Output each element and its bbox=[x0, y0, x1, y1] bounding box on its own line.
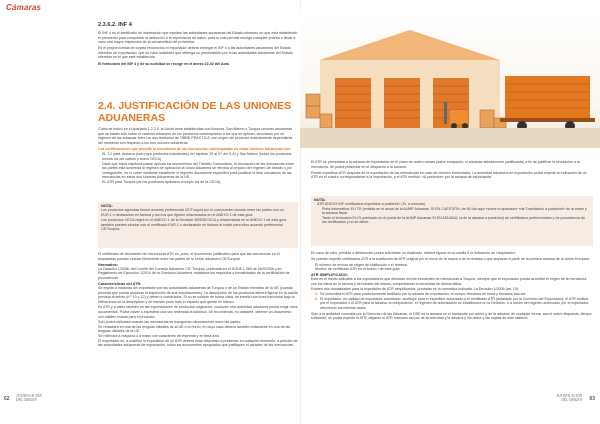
inf4-paragraph: El INF 4 es el certificado de información que expiden las autoridades aduaneras del Estado miembro en que está establecido el proveedor para comprobar la atribución a la exportación de datos, para lo cual permite escrigir cualquier prueba o llevar a cabo una mayor inspección de la verosimilitud del proveedor. bbox=[98, 31, 298, 45]
page-number-right: 63 bbox=[589, 396, 595, 402]
camaras-logo: Cámaras bbox=[6, 3, 42, 12]
atr-right-top-block bbox=[311, 160, 593, 180]
note-right-bullet: Tanto el formulario EU R publicado en el portal de la AUMP Aduanas SI EN ADUANA, la de la aduana a posteriori) de certificados preferenciales y de procedencia de los certificados y no se deber. bbox=[322, 215, 586, 225]
atr-paragraph: El exportador es, a solicitud la expedición de un ATR deberá estar dispuesto a presentar en cualquier momento, a petición de las autoridades aduaneras de exportación, todos los documentos apropiados que justifiquen el carácter de las mercancías. bbox=[98, 338, 298, 348]
normativa-text: La Decisión 1/2006, del Comité del Consejo Aduanero CE/ Turquía, publicada en el DOUE L 265 de 26/9/2006 y en Reglamento de Ejecución 1/2014 de la Comisión Aduanera, establece los requisitos y formalidades de la certificación de procedencia. bbox=[98, 266, 290, 280]
atr-left-block bbox=[98, 252, 298, 348]
uniones-bullet: Dado que estos capítulos pasan aplican los documentos del Tránsito Comunitario, la circulación de las mercancías entre las partes está sometida al régimen de aplicación la Unión Aduanera se efectúa al amparo del régimen de tránsito y por consiguiente, no lo cubre mediante establecer el régimen documento específico para justificar la libre circulación de las mercancías en estos dos Uniones Aduaneras de la UE. bbox=[102, 161, 294, 180]
uniones-intro: Como se indicó en el apartado 1.2.2.2, la Unión tiene establecidas con Andorra, San Marino y Turquía uniones aduaneras que se basan sólo sobre el carácter aduanero de los productos contemplados a los que se aplican, circulando por un régimen de las aduanas entre los dos territorios de TIBRE PRÁCTICA, con origen del producto estrictamente dependiente del momento con respecto a los tres uniones aduaneras. bbox=[98, 127, 293, 145]
caracteristicas-text: Se expide a instancia del exportador por las autoridades aduaneras de Turquía o de un Estado miembro de la UE (cuando proceda que pueda autorizar la inspección de sus exportaciones). La descripción de los productos deberá figurar en la casilla prevista al efecto (n.º 10 y 12) y deben ir numerados. Si no se cumple de forma clara, se inserta una línea horizontal bajo la última línea de la descripción y un tránsito pone todo el espacio que quede en blanco. bbox=[98, 285, 298, 304]
atr-intro: El certificado de circulación de mercancías ATR es, pues, el documento justificativo para que las mercancías en él amparadas puedan circular libremente entre las partes de la Unión aduanera CE/Turquía. bbox=[98, 252, 280, 261]
atr-paragraph: Se redactará en una de las lenguas oficiales de la UE o en turco, en cuyo caso deberá también redactarse en una de las lenguas oficiales de la UE. bbox=[98, 324, 291, 334]
note-right-subtitle: ATR ANEXO INF certificados expedidos a posteriori: (Sí, a menudo) bbox=[317, 202, 426, 206]
warehouse-illustration bbox=[300, 10, 600, 148]
numbered-item: 2. El exportador, en calidad de exportador autorizado, sustituye para el expedidor autorizado y el certificado ATR (detallado por la Comisión del Exportador); el ATR emitido por el exportador o el ATR para la aduana; la reexpedición, el régimen de autorización se establecerá en la Decisión, o a través del régimen autorizado por el exportador, ofreciendo los mismos datos. bbox=[315, 296, 590, 310]
note-box-right bbox=[311, 196, 593, 246]
duplicado-text: En caso de robo, pérdida o destrucción podrá solicitarse un duplicado, deberá figurar en la casilla 8 la indicación de «duplicado». bbox=[311, 251, 517, 255]
atr-paragraph: Se rellenará a máquina o a mano con caracteres de imprenta y en tinta azul. bbox=[98, 333, 220, 338]
note-left-title: NOTA: bbox=[101, 204, 113, 208]
inf4-text-block bbox=[98, 31, 298, 66]
inf4-paragraph: Es el proporcionista de cuyeta reconocido el exportador deberá entregar el INF 4 a las autoridades aduaneras del Estado miembro de exportación, que se hace solicitado que obtenga su presentación por la las autoridades aduaneras del Estado miembro en el que esté establecido. bbox=[98, 46, 293, 60]
atr-paragraph: Solo podrá utilizarse cuando las mercancías se transporten directamente entre las partes. bbox=[98, 320, 242, 325]
normativa-title: Normativa: bbox=[98, 262, 118, 267]
note-right-title: NOTA: bbox=[314, 198, 326, 202]
uniones-bullet: EL ATR para Turquía (de los productos aplicados excepto los de la CECA). bbox=[102, 180, 222, 185]
section-heading-inf4: 2.3.6.2. INF 4 bbox=[98, 22, 132, 28]
page-number-left: 62 bbox=[4, 396, 10, 402]
note-right-bullet: Pinta informativa: EU TR (emitida en el anual de la AUMP Aduanas, SI EN CUESTIÓN, de 90 día aquí «sobre el apartado» «de Tramitación a posteriori» de la orden y la aduana fiscal. bbox=[322, 206, 587, 216]
note-left-text: Los productos agrícolas tienen acuerdo preferencial CE/Turquía por lo cual pueden circular entre las partes con un EUR.1 o declaración en factura y con los que figuren relacionados en el ANEXO 1 de esta guía. bbox=[101, 208, 284, 217]
warehouse-scene-image bbox=[300, 10, 600, 148]
atr-simplificado-text: Existen dos modalidades para la expedición de ATR simplificados, previstas en la normativa indicada. La Decisión 1/2006 (art. 10): bbox=[311, 286, 520, 291]
caracteristicas-title: Características del ATR: bbox=[98, 281, 142, 286]
sustitucion-bullet: El número de envíos de origen de sustitución o el remesa. bbox=[315, 262, 408, 267]
note-box-left bbox=[98, 202, 298, 248]
atr-a-posteriori: Puede expedirse ATR después de la exportación de las mercancías en caso de omisión involuntaria. La autoridad aduanera de exportación podrá expedir la indicación de un ATR en el cuadro correspondiente a la importación, y el ATR emitido: «A posteriori» por la aduana de exportación. bbox=[311, 170, 587, 180]
atr-simplificado-text: Este es el medio aplicable a los exportadores que efectúan envíos frecuentes de mercancías a Turquía, siempre que el exportador pueda acreditar el origen de la mercancía con los datos de la factura y del estado del mismo, comprobando la veracidad de dichos datos. bbox=[311, 277, 587, 286]
sustitucion-text: Se pueden expedir certificados ATR a la sustitución de ATR original por el envío de la marca o de la remesa o que amparan a partir de la primera aduana de la Unión Europea: bbox=[311, 257, 590, 262]
section-heading-uniones: 2.4. JUSTIFICACIÓN DE LAS UNIONES ADUANERAS bbox=[98, 100, 292, 124]
atr-right-bottom-block bbox=[311, 251, 593, 321]
certificaciones-title: Los certificaciones que permite la circulación de las mercancías contempladas en estas Uniones Aduaneras son: bbox=[98, 146, 292, 151]
sustitucion-bullet: Modelo de certificado ATR en el Anexo I de esta guía. bbox=[315, 267, 401, 272]
inf4-paragraph-form: El formulario del INF 4 y de su solicitud se recoge en el anexo 22-02 del Acta. bbox=[98, 61, 230, 66]
atr-closing: Solo a la actividad conocida por la Dirección de las Aduanas, la OSE es la aduana en el transporte por aéreo y de la aduana; de cualquier forma, sea el sobre dispuesto, tiempo suficiente, se podrá expedir el ATR, dejando el ATR marcado así por de la actividad y la aduana y los datos y las copias de este sistema. bbox=[311, 311, 592, 321]
uniones-intro-block bbox=[98, 127, 298, 185]
atr-paragraph: Es ATR y a vales también en las exportaciones de productos originarios, cualquier otra autoridad aduanera pueda exigir otros documentos. Podrá volver a expedirse una vez rellenada la solicitud. Se recomienda, no obstante, obtener un documento con validez exacta para el producto. bbox=[98, 305, 298, 319]
running-footer-right: JUSTIFICACIÓN DEL ORIGEN bbox=[556, 394, 582, 403]
running-footer-left: JUSTIFICACIÓN DEL ORIGEN bbox=[16, 394, 42, 403]
atr-presentation: El ATR se presentará a la aduana de importación en el plazo de cuatro meses (salvo excepción, si aduanas debidamente justificadas) a fin de justificar la circulación a la mercancía. Se podrá presentar en el despacho a la aduana. bbox=[311, 160, 580, 169]
atr-simplificado-title: ATR SIMPLIFICADO: bbox=[311, 273, 349, 278]
note-left-text: Los productos CECA regirá en el ANEXO 1 de la Decisión 96/528/CECA y relacionados en el ANEXO 1 de esta guía también pueden circular con el certificado EUR.1 o declaración en factura al existir para ellos acuerdo preferencial CE/Turquía. bbox=[101, 218, 287, 232]
numbered-item: 1. Se inmoviliza el ATR para posteriormente facilitarlo por la aduana de exportación; el cuerpo, firmados de firma y firmados tras ser. bbox=[315, 292, 527, 297]
uniones-bullet: EL T.2 para: Andorra (sólo para productos industriales) del capítulo 25 al 97 del S.A) y San Marino (todos los productos menos los del carbón y acero CECA). bbox=[102, 152, 292, 162]
